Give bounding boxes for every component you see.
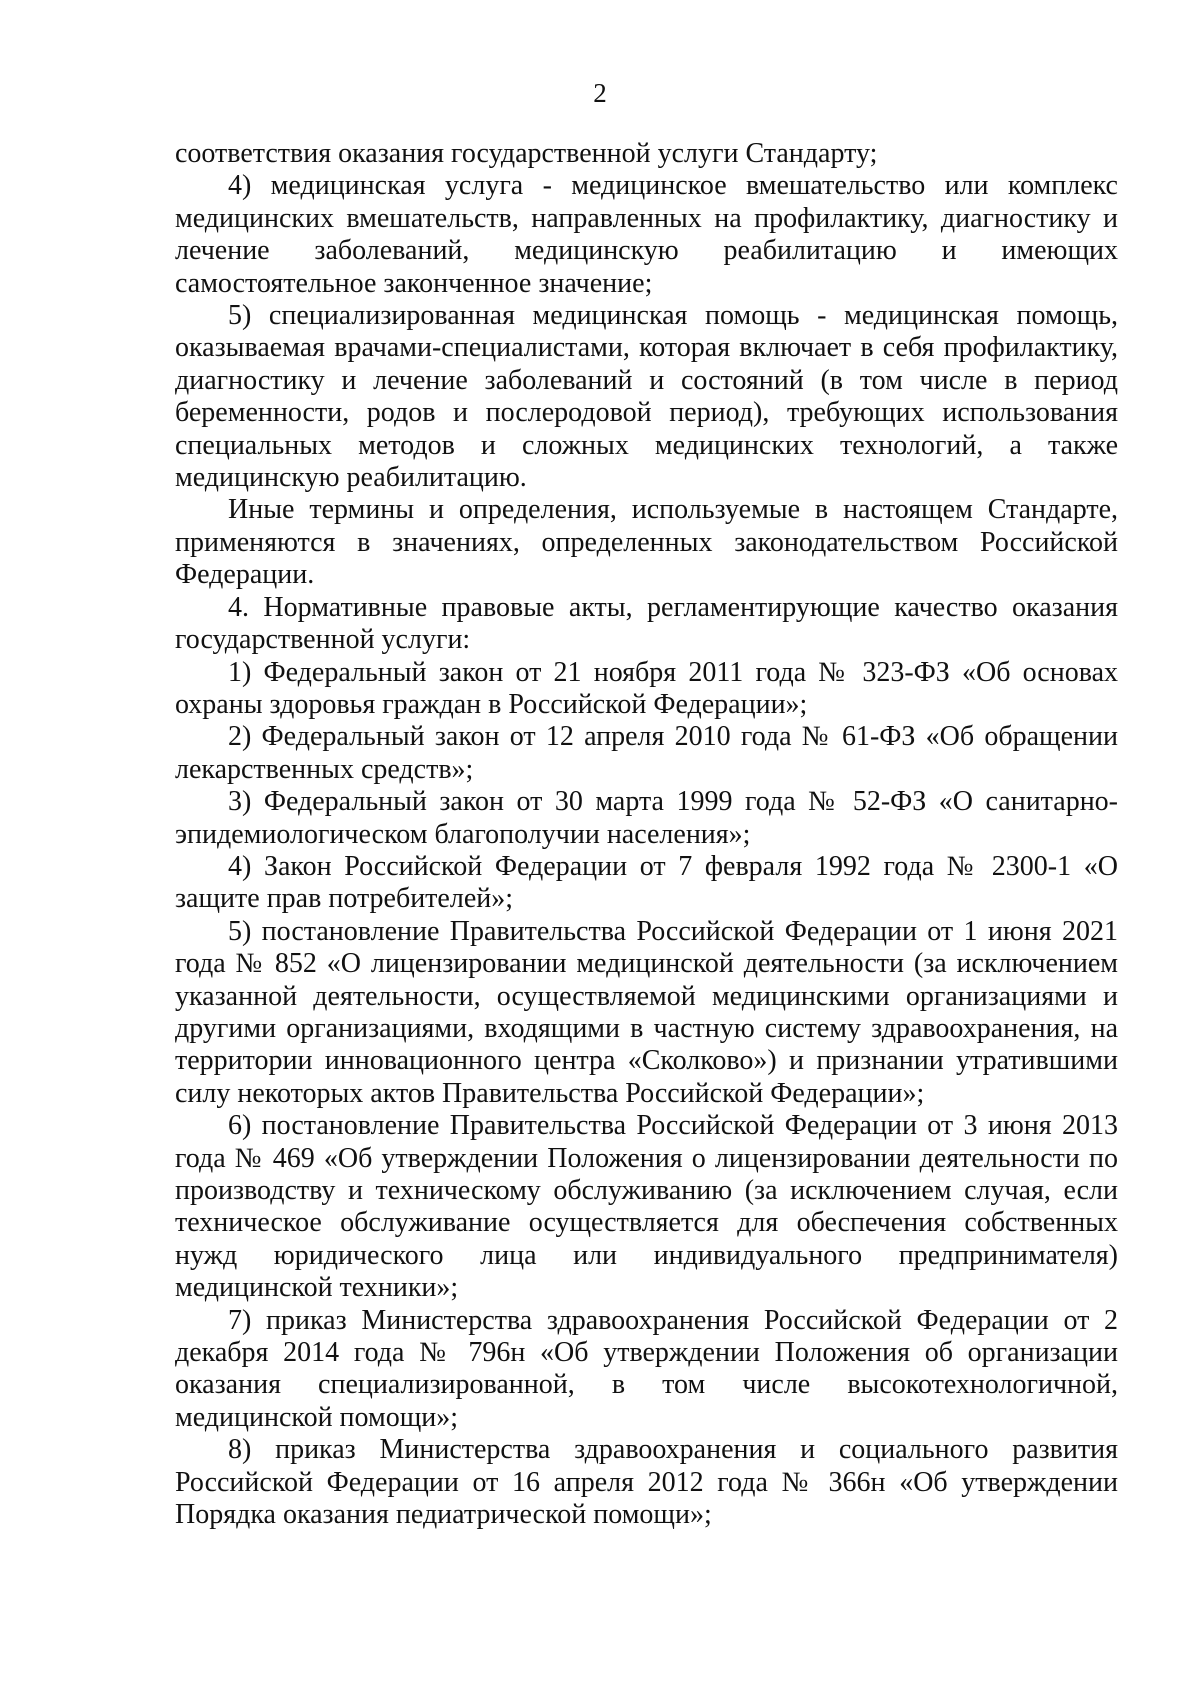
page-number: 2 <box>593 78 607 108</box>
list-item-7-order-796n: 7) приказ Министерства здравоохранения Российской Федерации от 2 декабря 2014 года № 796н «Об утверждении Положения об организации оказания специализированной, в том числе высокотехнологичной, медицинской помощи»; <box>175 1304 1118 1433</box>
paragraph-item-5-specialized-care: 5) специализированная медицинская помощь - медицинская помощь, оказываемая врачами-специалистами, которая включает в себя профилактику, диагностику и лечение заболеваний и состояний (в том числе в период беременности, родов и послеродовой период), требующих использования специальных методов и сложных медицинских технологий, а также медицинскую реабилитацию. <box>175 300 1118 494</box>
list-item-8-order-366n: 8) приказ Министерства здравоохранения и социального развития Российской Федерации от 16 апреля 2012 года № 366н «Об утверждении Порядка оказания педиатрической помощи»; <box>175 1434 1118 1531</box>
document-body <box>175 138 1118 1531</box>
list-item-4-law-2300: 4) Закон Российской Федерации от 7 февраля 1992 года № 2300-1 «О защите прав потребителей»; <box>175 850 1118 915</box>
list-item-6-resolution-469: 6) постановление Правительства Российской Федерации от 3 июня 2013 года № 469 «Об утверждении Положения о лицензировании деятельности по производству и техническому обслуживанию (за исключением случая, если техническое обслуживание осуществляется для обеспечения собственных нужд юридического лица или индивидуального предпринимателя) медицинской техники»; <box>175 1110 1118 1304</box>
list-item-5-resolution-852: 5) постановление Правительства Российской Федерации от 1 июня 2021 года № 852 «О лицензировании медицинской деятельности (за исключением указанной деятельности, осуществляемой медицинскими организациями и другими организациями, входящими в частную систему здравоохранения, на территории инновационного центра «Сколково») и признании утратившими силу некоторых актов Правительства Российской Федерации»; <box>175 915 1118 1109</box>
paragraph-other-terms: Иные термины и определения, используемые в настоящем Стандарте, применяются в значениях, определенных законодательством Российской Федерации. <box>175 494 1118 591</box>
paragraph-continuation: соответствия оказания государственной услуги Стандарту; <box>175 138 878 169</box>
list-item-2-law-61: 2) Федеральный закон от 12 апреля 2010 года № 61-ФЗ «Об обращении лекарственных средств»; <box>175 721 1118 785</box>
paragraph-section-4-legal-acts: 4. Нормативные правовые акты, регламентирующие качество оказания государственной услуги: <box>175 591 1118 656</box>
list-item-3-law-52: 3) Федеральный закон от 30 марта 1999 года № 52-ФЗ «О санитарно-эпидемиологическом благополучии населения»; <box>175 786 1118 850</box>
paragraph-item-4-medical-service: 4) медицинская услуга - медицинское вмешательство или комплекс медицинских вмешательств, направленных на профилактику, диагностику и лечение заболеваний, медицинскую реабилитацию и имеющих самостоятельное законченное значение; <box>175 170 1118 299</box>
list-item-1-law-323: 1) Федеральный закон от 21 ноября 2011 года № 323-ФЗ «Об основах охраны здоровья граждан в Российской Федерации»; <box>175 656 1118 720</box>
